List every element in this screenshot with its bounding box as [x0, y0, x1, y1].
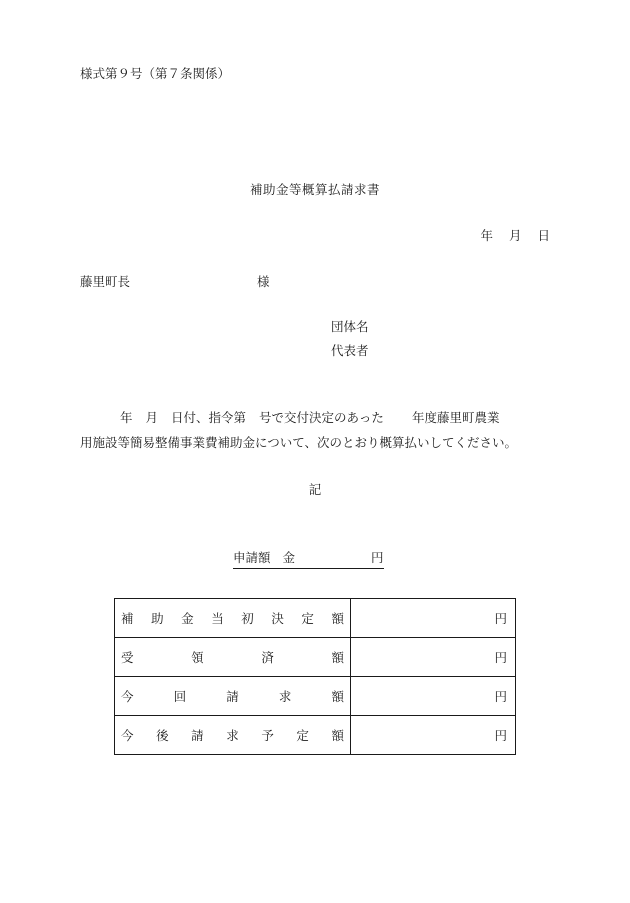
date-month: 月 [508, 228, 522, 243]
row-label-char: 金 [181, 611, 194, 626]
row-label-cell [115, 638, 351, 677]
row-label-char: 初 [241, 611, 254, 626]
row-label-char: 助 [151, 611, 164, 626]
body-fiscal-year-ref: 年度藤里町農業 [411, 410, 500, 425]
body-text-line-1 [80, 412, 499, 425]
amount-table [114, 598, 516, 755]
table-row [115, 599, 516, 638]
row-label-char: 領 [191, 650, 204, 665]
row-label-char: 請 [226, 689, 239, 704]
row-label-char: 補 [121, 611, 134, 626]
table-row [115, 677, 516, 716]
body-day-ref: 日付、指令第 [171, 410, 247, 425]
document-title: 補助金等概算払請求書 [249, 182, 380, 197]
row-label-char: 求 [278, 689, 292, 704]
row-label-char: 当 [211, 611, 224, 626]
yen-unit: 円 [494, 689, 507, 704]
row-label [121, 609, 344, 627]
amount-value-cell[interactable] [351, 638, 516, 677]
request-amount-label: 申請額 [233, 550, 271, 565]
row-label-char: 予 [261, 728, 274, 743]
amount-value-cell[interactable] [351, 716, 516, 755]
row-label-char: 請 [191, 728, 204, 743]
row-label-char: 後 [156, 728, 169, 743]
request-amount-unit: 円 [371, 550, 384, 565]
request-amount-line [233, 552, 384, 569]
yen-unit: 円 [494, 611, 507, 626]
body-text-line-2: 用施設等簡易整備事業費補助金について、次のとおり概算払いしてください。 [80, 435, 518, 450]
amount-value-cell[interactable] [351, 599, 516, 638]
row-label-char: 額 [331, 689, 344, 704]
row-label-char: 済 [261, 650, 274, 665]
form-number: 様式第９号（第７条関係） [80, 66, 231, 81]
row-label-char: 求 [226, 728, 239, 743]
row-label [121, 648, 344, 666]
table-row [115, 716, 516, 755]
row-label [121, 687, 344, 705]
yen-unit: 円 [494, 650, 507, 665]
table-row [115, 638, 516, 677]
row-label-cell [115, 677, 351, 716]
body-month: 月 [145, 410, 159, 425]
ki-label: 記 [308, 482, 322, 497]
organization-label: 団体名 [331, 319, 369, 334]
row-label-char: 回 [173, 689, 187, 704]
row-label-char: 受 [121, 650, 134, 665]
row-label-char: 額 [331, 611, 344, 626]
row-label-char: 定 [301, 611, 314, 626]
row-label-char: 額 [331, 728, 344, 743]
representative-label: 代表者 [331, 343, 369, 358]
amount-value-cell[interactable] [351, 677, 516, 716]
addressee-name: 藤里町長 [80, 274, 131, 289]
row-label-char: 定 [296, 728, 309, 743]
row-label-cell [115, 599, 351, 638]
addressee-honorific: 様 [257, 274, 270, 289]
yen-unit: 円 [494, 728, 507, 743]
body-year: 年 [120, 410, 133, 425]
date-line [480, 230, 550, 243]
row-label-char: 今 [121, 728, 134, 743]
row-label-char: 額 [331, 650, 344, 665]
row-label-char: 今 [121, 689, 134, 704]
date-year: 年 [480, 228, 493, 243]
row-label-char: 決 [271, 611, 284, 626]
row-label-cell [115, 716, 351, 755]
body-number-ref: 号で交付決定のあった [259, 410, 384, 425]
request-amount-kin: 金 [282, 550, 296, 565]
row-label [121, 726, 344, 744]
date-day: 日 [537, 228, 550, 243]
